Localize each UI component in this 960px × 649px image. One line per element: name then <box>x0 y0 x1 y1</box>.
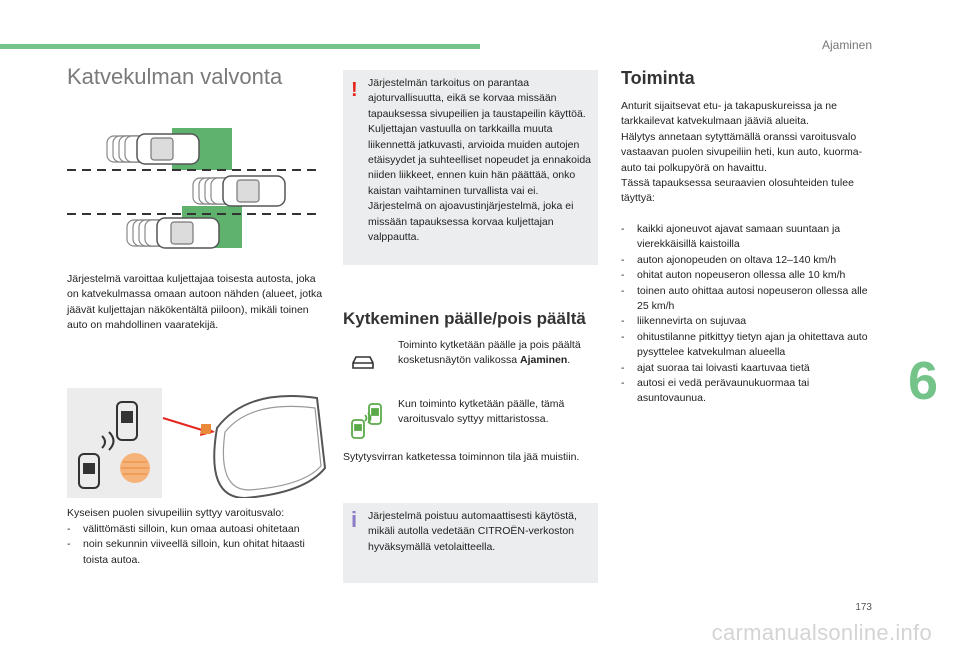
mirror-illustration <box>67 388 327 498</box>
memory-paragraph: Sytytysvirran katketessa toiminnon tila jää muistiin. <box>343 451 580 463</box>
own-car <box>193 176 285 206</box>
chapter-number: 6 <box>907 351 938 411</box>
info-text: Järjestelmä poistuu automaattisesti käytöstä, mikäli autolla vedetään CITROËN-verkoston hyväksymällä vetolaitteella. <box>368 510 577 553</box>
list-item: - noin sekunnin viiveellä silloin, kun ohitat hitaasti toista autoa. <box>67 537 323 568</box>
header-accent-bar <box>0 44 480 49</box>
warning-text: Järjestelmän tarkoitus on parantaa ajoturvallisuutta, eikä se korvaa missään tapauksessa sivupeilien ja taustapeilin käyttöä. Kuljettajan vastuulla on tarkkailla muuta liikennettä jatkuvasti, arvioida muiden autojen etäisyydet ja suhteelliset nopeudet ja ennakoida niiden liikkeet, ennen kuin hän päättää, onko kaistan vaihtaminen turvallista vai ei. Järjestelmä on ajoavustinjärjestelmä, joka ei missään tapauksessa korvaa kuljettajan valppautta. <box>368 77 591 244</box>
operation-intro: Anturit sijaitsevat etu- ja takapuskureissa ja ne tarkkailevat katvekulmaan jääviä alueita. Hälytys annetaan sytyttämällä oranssi varoitusvalo vastaavan puolen sivupeiliin heti, kun auto, kuorma-auto tai polkupyörä on havaittu. Tässä tapauksessa seuraavien olosuhteiden tulee täyttyä: <box>621 100 863 205</box>
conditions-list <box>621 222 879 407</box>
page-number: 173 <box>855 602 872 613</box>
side-mirror <box>214 396 325 498</box>
top-car <box>107 134 199 164</box>
page-title: Katvekulman valvonta <box>67 64 283 89</box>
intro-paragraph: Järjestelmä varoittaa kuljettajaa toisesta autosta, joka on katvekulmassa omaan autoon nähden (alueet, jotka jäävät kuljettajan näkökentältä piiloon), mikäli toinen auto on mahdollinen vaaratekijä. <box>67 273 323 332</box>
list-item: - ohitustilanne pitkittyy tietyn ajan ja ohitettava auto pysyttelee katvekulman alueella <box>621 330 879 361</box>
list-item: - ajat suoraa tai loivasti kaartuvaa tietä <box>621 361 879 376</box>
list-item: - auton ajonopeuden on oltava 12–140 km/h <box>621 253 879 268</box>
list-item: - toinen auto ohittaa autosi nopeuseron ollessa alle 25 km/h <box>621 284 879 315</box>
toggle-instruction: Toiminto kytketään päälle ja pois päältä kosketusnäytön valikossa Ajaminen. <box>398 339 581 367</box>
warning-light-intro: Kyseisen puolen sivupeiliin syttyy varoitusvalo: <box>67 507 285 519</box>
list-item: - autosi ei vedä perävaunukuormaa tai asuntovaunua. <box>621 376 879 407</box>
warning-box <box>343 70 598 265</box>
watermark: carmanualsonline.info <box>711 620 932 645</box>
info-icon: i <box>351 507 358 532</box>
section-label: Ajaminen <box>821 38 872 52</box>
car-settings-icon <box>350 350 376 372</box>
list-item: - välittömästi silloin, kun omaa autoasi ohitetaan <box>67 522 323 537</box>
list-item: - ohitat auton nopeuseron ollessa alle 10 km/h <box>621 268 879 283</box>
bottom-car <box>127 218 219 248</box>
info-box <box>343 503 598 583</box>
warning-light-list <box>67 522 323 568</box>
list-item: - liikennevirta on sujuvaa <box>621 314 879 329</box>
blind-spot-warning-icon <box>348 400 388 440</box>
blind-spot-illustration <box>67 120 327 260</box>
list-item: - kaikki ajoneuvot ajavat samaan suuntaan ja vierekkäisillä kaistoilla <box>621 222 879 253</box>
indicator-text: Kun toiminto kytketään päälle, tämä varoitusvalo syttyy mittaristossa. <box>398 398 565 426</box>
section-heading-operation: Toiminta <box>621 68 695 88</box>
exclamation-icon: ! <box>351 79 358 101</box>
section-heading-toggle: Kytkeminen päälle/pois päältä <box>343 309 586 328</box>
menu-name: Ajaminen <box>520 354 568 367</box>
